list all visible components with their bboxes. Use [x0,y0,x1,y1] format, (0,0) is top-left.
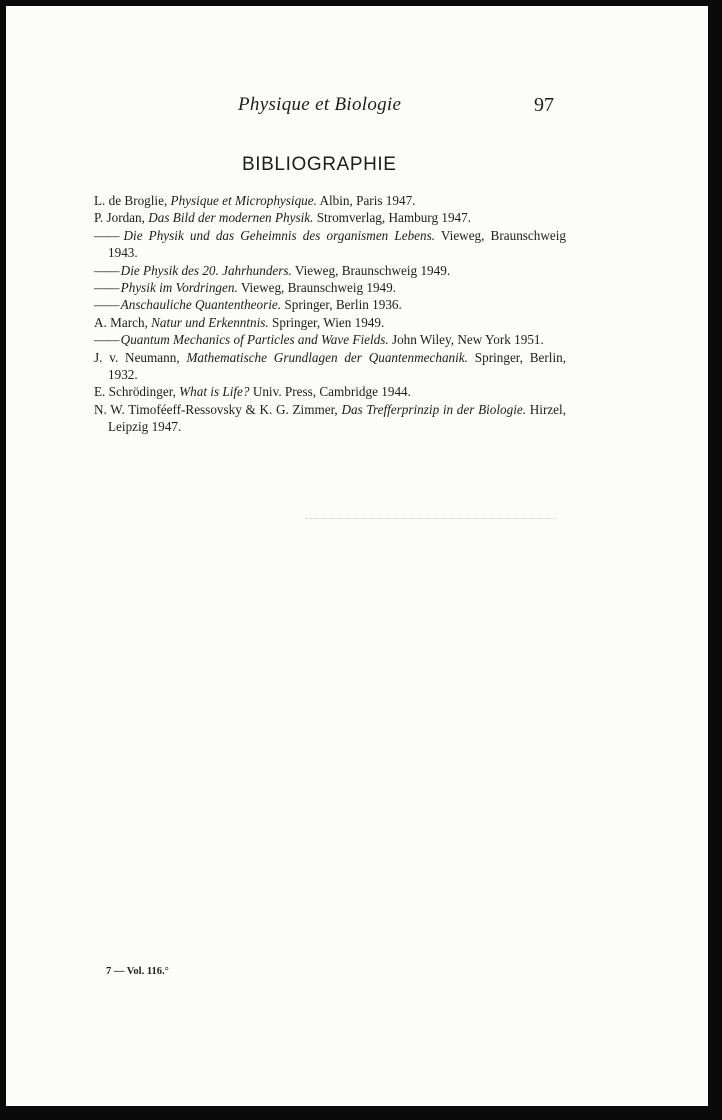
entry-author: A. March, [94,314,152,330]
page [6,6,708,1106]
running-header [6,92,708,122]
entry-author: —— [94,280,121,296]
entry-title: Natur und Erkenntnis. [151,314,269,330]
entry-author: —— [94,297,121,313]
bibliography-entry [94,401,566,436]
entry-title: Physique et Microphysique. [170,193,317,208]
faint-rule [306,518,556,520]
entry-author: E. Schrödinger, [94,384,180,400]
entry-publisher: Albin, Paris 1947. [316,193,416,208]
bibliography-entry [94,349,566,384]
bibliography-entry [94,331,566,348]
entry-title: Physik im Vordringen. [120,280,238,296]
entry-publisher: Springer, Berlin, 1932. [108,349,567,383]
entry-author: —— [94,332,121,348]
entry-title: What is Life? [179,384,250,400]
entry-publisher: John Wiley, New York 1951. [388,332,544,348]
entry-author: —— [94,262,121,278]
entry-title: Anschauliche Quantentheorie. [120,297,282,313]
entry-publisher: Stromverlag, Hamburg 1947. [313,210,472,226]
entry-author: —— [94,227,124,243]
entry-author: J. v. Neumann, [94,349,187,365]
page-number: 97 [534,94,554,116]
entry-author: L. de Broglie, [94,193,171,208]
bibliography-entry [94,279,566,296]
bibliography-entry [94,209,566,226]
entry-title: Das Bild der modernen Physik. [148,210,314,226]
entry-title: Mathematische Grundlagen der Quantenmechanik. [186,349,468,365]
entry-title: Die Physik des 20. Jahrhunders. [120,262,292,278]
entry-publisher: Vieweg, Braunschweig 1949. [291,262,451,278]
volume-footer: 7 — Vol. 116.° [106,966,169,977]
entry-publisher: Vieweg, Braunschweig 1949. [237,280,397,296]
bibliography-entry [94,383,566,400]
bibliography-entry [94,296,566,313]
entry-publisher: Hirzel, Leipzig 1947. [108,401,567,435]
bibliography-entry [94,314,566,331]
bibliography-entry [94,192,566,209]
entry-publisher: Springer, Wien 1949. [268,314,385,330]
bibliography-list [6,192,708,436]
entry-publisher: Univ. Press, Cambridge 1944. [249,384,411,400]
bibliography-entry [94,227,566,262]
entry-title: Quantum Mechanics of Particles and Wave Fields. [120,332,389,348]
entry-title: Die Physik und das Geheimnis des organismen Lebens. [123,227,436,243]
running-title: Physique et Biologie [238,94,402,115]
entry-title: Das Trefferprinzip in der Biologie. [341,401,527,417]
entry-author: N. W. Timoféeff-Ressovsky & K. G. Zimmer, [94,401,342,417]
entry-publisher: Vieweg, Braunschweig 1943. [108,227,567,261]
section-title: BIBLIOGRAPHIE [242,154,397,175]
entry-publisher: Springer, Berlin 1936. [281,297,402,313]
entry-author: P. Jordan, [94,210,149,226]
bibliography-entry [94,262,566,279]
